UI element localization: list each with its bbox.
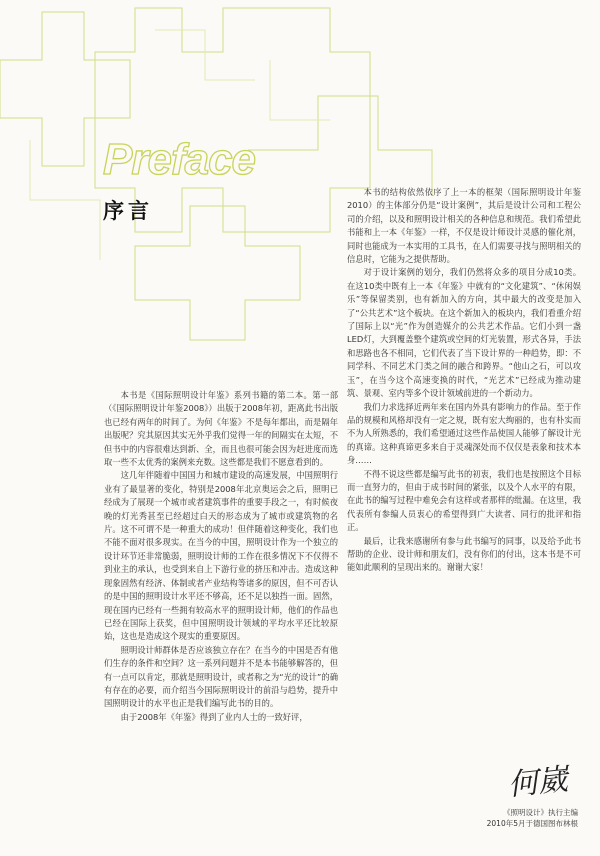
- paragraph: 本书的结构依然依序了上一本的框架（国际照明设计年鉴2010）的主体部分仍是“设计案例”，其后是设计公司和工程公司的介绍，以及和照明设计相关的各种信息和规范。我们希望此书能和上一本《年鉴》一样，不仅是设计师设计灵感的催化剂，同时也能成为一本实用的工具书，在人们需要寻找与照明相关的信息时，它能为之提供帮助。: [347, 187, 581, 265]
- signature-caption: [487, 807, 578, 829]
- paragraph: 我们力求选择近两年来在国内外具有影响力的作品。至于作品的规模和风格却没有一定之规，既有宏大绚丽的，也有朴实而不为人所熟悉的，我们希望通过这些作品使国人能够了解设计光的真谛。这种真谛更多来自于灵魂深处而不仅仅是表象和技术本身……: [347, 401, 581, 466]
- paragraph: 本书是《国际照明设计年鉴》系列书籍的第二本。第一部（《国际照明设计年鉴2008》）出版于2008年初，距离此书出版也已经有两年的时间了。为何《年鉴》不是每年都出，而是隔年出版呢？究其原因其实无外乎我们觉得一年的间隔实在太短，不但书中的内容很难达到新、全，而且也很可能会因为赶进度而选取一些不太优秀的案例来充数。这些都是我们不愿意看到的。: [104, 390, 338, 468]
- page-title: 序言: [103, 199, 153, 223]
- paragraph: 不得不说这些都是编写此书的初衷，我们也是按照这个目标而一直努力的，但由于成书时间的紧张，以及个人水平的有限，在此书的编写过程中难免会有这样或者那样的纰漏。在这里，我代表所有参编人员衷心的希望得到广大读者、同行的批评和指正。: [347, 468, 581, 533]
- caption-line: 2010年5月于德国图布林根: [486, 819, 578, 828]
- paragraph: 最后，让我来感谢所有参与此书编写的同事，以及给予此书帮助的企业、设计师和朋友们，没有你们的付出，这本书是不可能如此顺利的呈现出来的。谢谢大家！: [347, 535, 581, 573]
- paragraph: 由于2008年《年鉴》得到了业内人士的一致好评，: [120, 711, 308, 722]
- text-column-right: [347, 186, 581, 575]
- paragraph: 照明设计师群体是否应该独立存在？在当今的中国是否有他们生存的条件和空间？这一系列问题并不是本书能够解答的，但有一点可以肯定，那就是照明设计，或者称之为“光的设计”的确有存在的必要，而介绍当今国际照明设计的前沿与趋势，提升中国照明设计的水平也正是我们编写此书的目的。: [104, 644, 338, 709]
- preface-heading: Preface: [103, 135, 256, 184]
- handwritten-signature: 何崴: [506, 761, 570, 804]
- text-column-left: [104, 389, 338, 724]
- caption-line: 《照明设计》执行主编: [503, 808, 578, 817]
- paragraph: 这几年伴随着中国国力和城市建设的高速发展，中国照明行业有了最显著的变化，特别是2008年北京奥运会之后，照明已经成为了展现一个城市或者建筑事件的重要手段之一，有时候夜晚的灯光秀甚至已经超过白天的形态成为了城市或建筑物的名片。这不可谓不是一种重大的成功！但伴随着这种变化，我们也不能不面对很多现实。在当今的中国，照明设计作为一个独立的设计环节还非常脆弱，照明设计师的工作在很多情况下不仅得不到业主的承认，也受到来自上下游行业的挤压和冲击。造成这种现象固然有经济、体制或者产业结构等诸多的原因，但不可否认的是中国的照明设计水平还不够高，还不足以独挡一面。固然，现在国内已经有一些拥有较高水平的照明设计师，他们的作品也已经在国际上获奖，但中国照明设计领域的平均水平还比较原始，这也是造成这个现实的重要原因。: [104, 470, 338, 642]
- paragraph: 对于设计案例的划分，我们仍然将众多的项目分成10类。在这10类中既有上一本《年鉴》中就有的“文化建筑”、“休闲娱乐”等保留类别，也有新加入的方向，其中最大的改变是加入了“公共艺术”这个板块。在这个新加入的板块内，我们看重介绍了国际上以“光”作为创造媒介的公共艺术作品。它们小到一盏LED灯，大到覆盖整个建筑或空间的灯光装置，形式各异，手法和思路也各不相同，它们代表了当下设计界的一种趋势，即：不同学科、不同艺术门类之间的融合和跨界。“他山之石，可以攻玉”，在当今这个高速变换的时代，“光艺术”已经成为推动建筑、景观、室内等多个设计领域前进的一个新动力。: [347, 267, 581, 399]
